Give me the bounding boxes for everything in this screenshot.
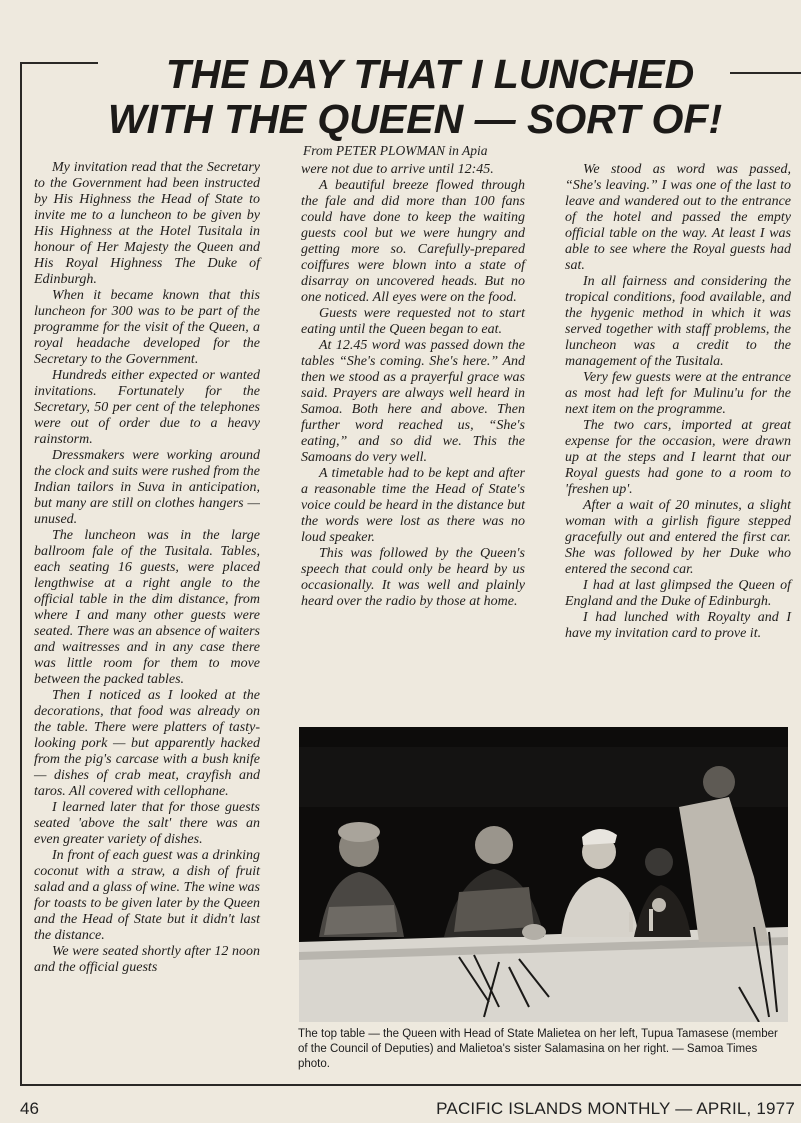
article-column-3	[565, 162, 791, 722]
paragraph: This was followed by the Queen's speech that could only be heard by us occasionally. It was well and plainly heard over the radio by those at home.	[301, 546, 525, 609]
paragraph: I learned later that for those guests seated 'above the salt' there was an even greater variety of dishes.	[34, 800, 260, 847]
paragraph: Very few guests were at the entrance as most had left for Mulinu'u for the next item on the programme.	[565, 370, 791, 417]
paragraph: We stood as word was passed, “She's leaving.” I was one of the last to leave and wandered out to the entrance of the hotel and passed the empty official table on the way. At least I was able to see where the Royal guests had sat.	[565, 162, 791, 273]
paragraph: The two cars, imported at great expense for the occasion, were drawn up at the steps and I learnt that our Royal guests had gone to a room to 'freshen up'.	[565, 418, 791, 497]
page-number: 46	[20, 1099, 39, 1118]
magazine-footer: PACIFIC ISLANDS MONTHLY — APRIL, 1977	[436, 1099, 795, 1118]
article-title	[100, 52, 730, 142]
paragraph: After a wait of 20 minutes, a slight woman with a girlish figure stepped gracefully out and entered the first car. She was followed by her Duke who entered the second car.	[565, 498, 791, 577]
paragraph: I had lunched with Royalty and I have my invitation card to prove it.	[565, 610, 791, 641]
photo-illustration	[299, 727, 788, 1022]
paragraph: In front of each guest was a drinking coconut with a straw, a dish of fruit salad and a glass of wine. The wine was for toasts to be given later by the Queen and the Head of State but it didn't last the distance.	[34, 848, 260, 943]
paragraph: Guests were requested not to start eating until the Queen began to eat.	[301, 306, 525, 337]
paragraph: A beautiful breeze flowed through the fale and did more than 100 fans could have done to keep the waiting guests cool but we were hungry and getting more so. Carefully-prepared coiffures were blown into a state of disarray on uncovered heads. But no one noticed. All eyes were on the food.	[301, 178, 525, 305]
frame-rule-top-left	[20, 62, 98, 64]
paragraph: When it became known that this luncheon for 300 was to be part of the programme for the visit of the Queen, a royal headache developed for the Secretary to the Government.	[34, 288, 260, 367]
frame-rule-top-right	[730, 72, 801, 74]
paragraph: At 12.45 word was passed down the tables “She's coming. She's here.” And then we stood as a prayerful grace was said. Prayers are always well heard in Samoa. Both here and above. Then further word reached us, “She's eating,” and so did we. This the Samoans do very well.	[301, 338, 525, 465]
title-line-1: THE DAY THAT I LUNCHED	[165, 51, 695, 97]
byline: From PETER PLOWMAN in Apia	[303, 143, 488, 158]
photo-caption: The top table — the Queen with Head of State Malietea on her left, Tupua Tamasese (member of the Council of Deputies) and Malietoa's sister Salamasina on her right. — Samoa Times photo.	[298, 1028, 778, 1070]
title-line-2: WITH THE QUEEN — SORT OF!	[107, 96, 723, 142]
article-column-2	[301, 162, 525, 722]
article-column-1	[34, 160, 260, 1076]
paragraph: A timetable had to be kept and after a reasonable time the Head of State's voice could be heard in the distance but the words were lost as there was no loud speaker.	[301, 466, 525, 545]
news-photo	[299, 727, 788, 1022]
paragraph: Hundreds either expected or wanted invitations. Fortunately for the Secretary, 50 per cent of the telephones were out of order due to a heavy rainstorm.	[34, 368, 260, 447]
paragraph: were not due to arrive until 12:45.	[301, 162, 494, 177]
frame-rule-left	[20, 62, 22, 1086]
paragraph: We were seated shortly after 12 noon and the official guests	[34, 944, 260, 975]
paragraph: I had at last glimpsed the Queen of England and the Duke of Edinburgh.	[565, 578, 791, 609]
paragraph: Dressmakers were working around the clock and suits were rushed from the Indian tailors in Suva in anticipation, but many are still on clothes hangers — unused.	[34, 448, 260, 527]
paragraph: The luncheon was in the large ballroom fale of the Tusitala. Tables, each seating 16 guests, were placed lengthwise at a right angle to the official table in the dim distance, from where I and many other guests were seated. There was an absence of waiters and waitresses and in any case there was little room for them to move between the packed tables.	[34, 528, 260, 687]
paragraph: My invitation read that the Secretary to the Government had been instructed by His Highness the Head of State to invite me to a luncheon to be given by His Highness at the Hotel Tusitala in honour of Her Majesty the Queen and His Royal Highness The Duke of Edinburgh.	[34, 160, 260, 287]
paragraph: In all fairness and considering the tropical conditions, food available, and the hygenic method in which it was served together with staff problems, the luncheon was a credit to the management of the Tusitala.	[565, 274, 791, 369]
frame-rule-bottom	[20, 1084, 801, 1086]
paragraph: Then I noticed as I looked at the decorations, that food was already on the table. There were platters of tasty-looking pork — but apparently hacked from the pig's carcase with a bush knife — dishes of crab meat, crayfish and taros. All covered with cellophane.	[34, 688, 260, 799]
